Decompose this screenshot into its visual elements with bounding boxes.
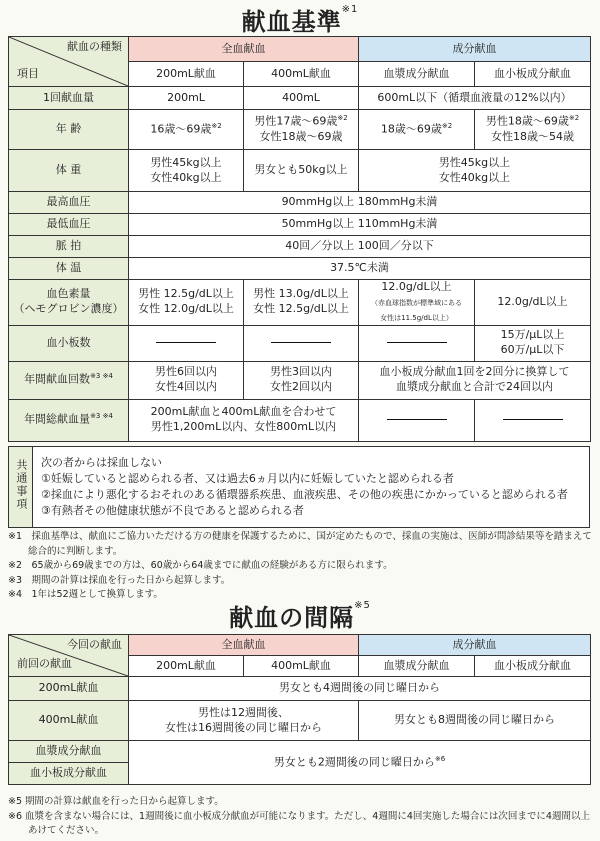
header-whole-blood: 全血献血 <box>129 37 359 62</box>
interval-200-value: 男女とも4週間後の同じ曜日から <box>129 677 591 701</box>
volume-200: 200mL <box>129 87 244 110</box>
criteria-title <box>0 2 600 37</box>
annual-volume-note: ※3 ※4 <box>90 412 113 421</box>
header-col-platelet: 血小板成分献血 <box>475 62 591 87</box>
plt-l1: 15万/μL以上 <box>500 328 565 342</box>
annual-count-200 <box>129 361 244 399</box>
interval-400-l1: 男性は12週間後、 <box>198 705 289 719</box>
header-col-400: 400mL献血 <box>244 62 359 87</box>
note-4: ※4 1年は52週として換算します。 <box>8 589 163 600</box>
age-400-l1: 男性17歳～69歳 <box>254 114 338 128</box>
hb-plasma-small-l2: 女性は11.5g/dL以上） <box>380 313 453 322</box>
annual-count-400 <box>244 361 359 399</box>
weight-400: 男女とも50kg以上 <box>244 150 359 192</box>
hb-label-l2: （ヘモグロビン濃度） <box>13 302 124 316</box>
dbp-value: 50mmHg以上 110mmHg未満 <box>129 214 591 236</box>
interval-title-text: 献血の間隔 <box>229 604 355 632</box>
weight-comp-l2: 女性40kg以上 <box>438 170 511 184</box>
plt-400-dash <box>244 325 359 361</box>
row-label-sbp: 最高血圧 <box>9 192 129 214</box>
annual-count-label: 年間献血回数 <box>24 372 91 386</box>
hb-400-l2: 女性 12.5g/dL以上 <box>253 302 349 316</box>
annual-count-200-l1: 男性6回以内 <box>155 365 217 379</box>
interval-row-plasma: 血漿成分献血 <box>9 741 129 763</box>
age-200-note: ※2 <box>211 121 222 130</box>
hb-200-l1: 男性 12.5g/dL以上 <box>138 287 234 301</box>
row-label-weight: 体 重 <box>9 150 129 192</box>
weight-component <box>359 150 591 192</box>
annual-volume-l2: 男性1,200mL以内、女性800mL以内 <box>150 420 337 434</box>
corner-top-label: 献血の種類 <box>67 40 122 53</box>
plt-platelet <box>475 325 591 361</box>
age-plt-note: ※2 <box>568 114 580 123</box>
interval-header-component: 成分献血 <box>359 635 591 656</box>
interval-400-component: 男女とも8週間後の同じ曜日から <box>359 701 591 741</box>
header-col-200: 200mL献血 <box>129 62 244 87</box>
hb-200 <box>129 280 244 326</box>
interval-title <box>0 598 600 633</box>
volume-400: 400mL <box>244 87 359 110</box>
interval-400-whole <box>129 701 359 741</box>
row-label-dbp: 最低血圧 <box>9 214 129 236</box>
row-label-hb <box>9 280 129 326</box>
row-label-age: 年 齢 <box>9 110 129 150</box>
criteria-corner-header <box>9 37 129 87</box>
weight-200 <box>129 150 244 192</box>
age-plasma <box>359 110 475 150</box>
weight-200-l2: 女性40kg以上 <box>150 170 222 184</box>
age-plt-l2: 女性18歳～54歳 <box>491 129 574 143</box>
annual-count-comp-l2: 血漿成分献血と合計で24回以内 <box>396 380 553 394</box>
hb-plasma-small-l1: （赤血球指数が標準域にある <box>371 298 462 307</box>
age-platelet <box>475 110 591 150</box>
row-label-volume: 1回献血量 <box>9 87 129 110</box>
weight-comp-l1: 男性45kg以上 <box>438 155 511 169</box>
interval-col-400: 400mL献血 <box>244 656 359 677</box>
age-plasma-note: ※2 <box>441 121 453 130</box>
interval-col-plasma: 血漿成分献血 <box>359 656 475 677</box>
header-col-plasma: 血漿成分献血 <box>359 62 475 87</box>
interval-400-l2: 女性は16週間後の同じ曜日から <box>165 720 322 734</box>
volume-component: 600mL以下（循環血液量の12%以内） <box>359 87 591 110</box>
common-line: ②採血により悪化するおそれのある循環器系疾患、血液疾患、その他の疾患にかかっていると認められる者 <box>41 488 568 501</box>
age-400-l2: 女性18歳～69歳 <box>259 129 343 143</box>
age-200 <box>129 110 244 150</box>
plt-l2: 60万/μL以下 <box>500 343 565 357</box>
interval-corner-bottom: 前回の献血 <box>17 657 72 671</box>
hb-200-l2: 女性 12.0g/dL以上 <box>138 302 234 316</box>
interval-title-note: ※5 <box>354 600 371 611</box>
criteria-table <box>8 36 591 442</box>
note-3: ※3 期間の計算は採血を行った日から起算します。 <box>8 574 231 586</box>
annual-count-400-l2: 女性2回以内 <box>270 380 332 394</box>
common-label-cell <box>9 447 33 528</box>
interval-comp-text: 男女とも2週間後の同じ曜日から <box>273 755 435 769</box>
plt-plasma-dash <box>359 325 475 361</box>
interval-col-platelet: 血小板成分献血 <box>475 656 591 677</box>
interval-row-platelet: 血小板成分献血 <box>9 763 129 785</box>
row-label-pulse: 脈 拍 <box>9 236 129 258</box>
annual-count-400-l1: 男性3回以内 <box>270 365 332 379</box>
age-400-note: ※2 <box>337 114 348 123</box>
interval-header-whole: 全血献血 <box>129 635 359 656</box>
annual-volume-platelet-dash <box>475 399 591 441</box>
sbp-value: 90mmHg以上 180mmHg未満 <box>129 192 591 214</box>
note-2: ※2 65歳から69歳までの方は、60歳から64歳までに献血の経験がある方に限られます。 <box>8 560 393 571</box>
hb-plasma-l1: 12.0g/dL以上 <box>381 280 452 293</box>
age-400 <box>244 110 359 150</box>
interval-row-200: 200mL献血 <box>9 677 129 701</box>
interval-corner-top: 今回の献血 <box>67 638 122 651</box>
criteria-notes <box>8 530 592 603</box>
common-line: 次の者からは採血しない <box>41 456 162 469</box>
common-items <box>33 447 590 528</box>
hb-label-l1: 血色素量 <box>46 287 91 301</box>
interval-notes <box>8 795 592 839</box>
header-component: 成分献血 <box>359 37 591 62</box>
note-6: ※6 血漿を含まない場合には、1週間後に血小板成分献血が可能になります。ただし、4週間に4回実施した場合には次回までに4週間以上あけてください。 <box>8 810 590 836</box>
row-label-temp: 体 温 <box>9 258 129 280</box>
temp-value: 37.5℃未満 <box>129 258 591 280</box>
common-table <box>8 446 590 528</box>
annual-count-200-l2: 女性4回以内 <box>155 380 217 394</box>
common-line: ③有熱者その他健康状態が不良であると認められる者 <box>41 504 304 517</box>
plt-200-dash <box>129 325 244 361</box>
criteria-title-note: ※1 <box>341 4 359 15</box>
annual-volume-whole <box>129 399 359 441</box>
annual-volume-label: 年間総献血量 <box>24 412 91 426</box>
row-label-annual-count <box>9 361 129 399</box>
row-label-annual-volume <box>9 399 129 441</box>
note-1: ※1 採血基準は、献血にご協力いただける方の健康を保護するために、国が定めたもので、採血の実施は、医師が問診結果等を踏まえて総合的に判断します。 <box>8 531 592 557</box>
interval-row-400: 400mL献血 <box>9 701 129 741</box>
annual-count-comp-l1: 血小板成分献血1回を2回分に換算して <box>379 365 570 379</box>
annual-count-component <box>359 361 591 399</box>
age-plasma-text: 18歳～69歳 <box>380 122 442 136</box>
interval-table <box>8 634 591 785</box>
age-plt-l1: 男性18歳～69歳 <box>485 114 569 128</box>
annual-count-note: ※3 ※4 <box>90 372 113 381</box>
hb-400-l1: 男性 13.0g/dL以上 <box>253 287 349 301</box>
common-label: 共通事項 <box>14 458 28 511</box>
interval-component-value <box>129 741 591 785</box>
annual-volume-plasma-dash <box>359 399 475 441</box>
row-label-platelet-count: 血小板数 <box>9 325 129 361</box>
weight-200-l1: 男性45kg以上 <box>150 155 222 169</box>
criteria-title-text: 献血基準 <box>241 8 342 36</box>
interval-col-200: 200mL献血 <box>129 656 244 677</box>
corner-bottom-label: 項目 <box>17 67 39 81</box>
annual-volume-l1: 200mL献血と400mL献血を合わせて <box>150 405 337 419</box>
hb-platelet: 12.0g/dL以上 <box>475 280 591 326</box>
pulse-value: 40回／分以上 100回／分以下 <box>129 236 591 258</box>
note-5: ※5 期間の計算は献血を行った日から起算します。 <box>8 796 224 807</box>
interval-corner-header <box>9 635 129 677</box>
hb-400 <box>244 280 359 326</box>
hb-plasma <box>359 280 475 326</box>
interval-comp-note: ※6 <box>434 754 446 763</box>
common-line: ①妊娠していると認められる者、又は過去6ヵ月以内に妊娠していたと認められる者 <box>41 472 454 485</box>
age-200-text: 16歳～69歳 <box>150 122 212 136</box>
